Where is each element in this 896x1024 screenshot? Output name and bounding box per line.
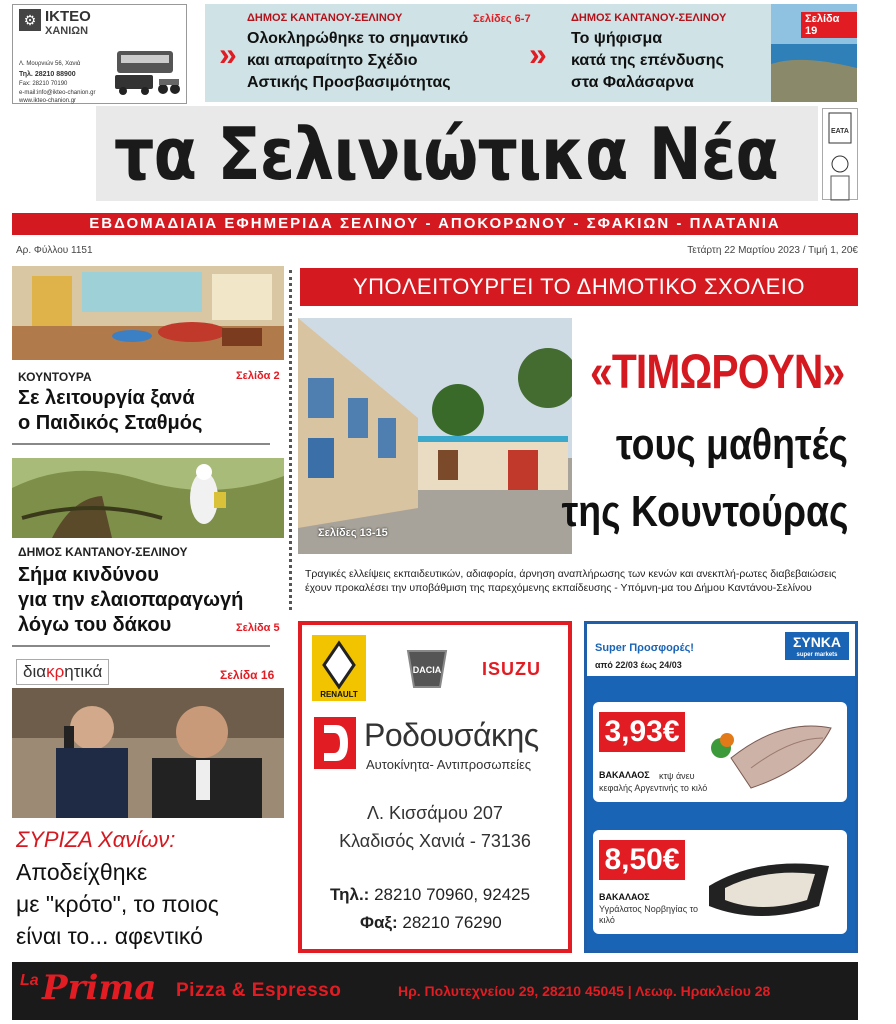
- barcode-icon: [823, 154, 857, 204]
- vehicles-icon: [113, 45, 181, 97]
- la-prima-info: Ηρ. Πολυτεχνείου 29, 28210 45045 | Λεωφ. Ηρακλείου 28: [398, 983, 771, 999]
- ikteo-name: ΙΚΤΕΟ: [45, 8, 91, 25]
- cod-fillet-image: [711, 708, 841, 798]
- synka-dates: από 22/03 έως 24/03: [595, 660, 682, 670]
- synka-ad[interactable]: [584, 621, 858, 953]
- issue-date: Τετάρτη 22 Μαρτίου 2023 / Τιμή 1, 20€: [687, 245, 858, 256]
- la-prima-tagline: Pizza & Espresso: [176, 980, 342, 1001]
- offer-card[interactable]: [593, 702, 847, 802]
- rodousakis-ad[interactable]: [298, 621, 572, 953]
- rodousakis-fax: Φαξ: 28210 76290: [360, 913, 502, 932]
- column-head: ΣΥΡΙΖΑ Χανίων:: [16, 827, 176, 852]
- issue-number: Αρ. Φύλλου 1151: [16, 245, 93, 256]
- tagline: ΕΒΔΟΜΑΔΙΑΙΑ ΕΦΗΜΕΡΙΔΑ ΣΕΛΙΝΟΥ - ΑΠΟΚΟΡΩΝΟΥ - ΣΦΑΚΙΩΝ - ΠΛΑΤΑΝΙΑ: [12, 213, 858, 235]
- eata-text: ΕΑΤΑ: [831, 128, 849, 135]
- left2-category: ΔΗΜΟΣ ΚΑΝΤΑΝΟΥ-ΣΕΛΙΝΟΥ: [18, 545, 188, 559]
- offer-name: ΒΑΚΑΛΑΟΣ: [599, 892, 650, 902]
- rodousakis-sub: Αυτοκίνητα- Αντιπροσωπείες: [366, 757, 532, 772]
- ikteo-email: e-mail:info@ikteo-chanion.gr: [19, 90, 96, 96]
- newspaper-title: τα Σελινιώτικα Νέα: [114, 112, 778, 196]
- ikteo-tel: Τηλ. 28210 88900: [19, 71, 76, 78]
- eata-logo-icon: [823, 109, 857, 149]
- teaser-bar: [205, 4, 857, 102]
- main-banner: ΥΠΟΛΕΙΤΟΥΡΓΕΙ ΤΟ ΔΗΜΟΤΙΚΟ ΣΧΟΛΕΙΟ: [300, 268, 858, 306]
- teaser1-page: Σελίδες 6-7: [473, 13, 531, 25]
- main-quote[interactable]: «ΤΙΜΩΡΟΥΝ»: [590, 346, 845, 399]
- offer-card[interactable]: [593, 830, 847, 934]
- teaser1-category: ΔΗΜΟΣ ΚΑΝΤΑΝΟΥ-ΣΕΛΙΝΟΥ: [247, 12, 403, 24]
- left2-headline[interactable]: Σήμα κινδύνου για την ελαιοπαραγωγή λόγω του δάκου: [18, 564, 244, 636]
- dacia-text: DACIA: [412, 665, 442, 675]
- rodousakis-logo-icon: [314, 717, 356, 769]
- kindergarten-photo[interactable]: [12, 266, 284, 360]
- offer-price: 8,50€: [599, 840, 685, 880]
- left1-category: ΚΟΥΝΤΟΥΡΑ: [18, 370, 92, 384]
- ikteo-ad: [12, 4, 187, 104]
- ikteo-sub: ΧΑΝΙΩΝ: [45, 25, 89, 37]
- left1-page: Σελίδα 2: [236, 370, 280, 382]
- left2-page: Σελίδα 5: [236, 622, 280, 634]
- politicians-photo[interactable]: [12, 688, 284, 818]
- dotted-divider: [289, 270, 292, 610]
- diakritika-logo-part1: δια: [23, 662, 47, 681]
- offer-name: ΒΑΚΑΛΑΟΣ: [599, 770, 650, 780]
- teaser2-category: ΔΗΜΟΣ ΚΑΝΤΑΝΟΥ-ΣΕΛΙΝΟΥ: [571, 12, 727, 24]
- teaser2-headline[interactable]: Το ψήφισμα κατά της επένδυσης στα Φαλάσαρνα: [571, 30, 724, 91]
- column-page: Σελίδα 16: [220, 668, 275, 682]
- main-lead: Τραγικές ελλείψεις εκπαιδευτικών, αδιαφορία, άρνηση αναπλήρωσης των κενών και ανεκπλή-ρωτες διαβεβαιώσεις έχουν προκαλέσει την υποβάθμιση της παρεχόμενης εκπαίδευσης - Υπόμνη-μα του Δήμου Καντάνου-Σελίνου: [305, 568, 837, 594]
- masthead: [96, 106, 818, 201]
- offer-desc: κτψ άνευ κεφαλής Αργεντινής το κιλό: [599, 771, 708, 793]
- chevron-right-icon: »: [219, 36, 237, 72]
- school-photo[interactable]: [298, 318, 572, 554]
- offer-desc: Υγράλατος Νορβηγίας το κιλό: [599, 904, 699, 925]
- olive-spraying-photo[interactable]: [12, 458, 284, 538]
- divider: [12, 645, 270, 647]
- teaser2-page: Σελίδα 19: [801, 12, 857, 38]
- diakritika-logo-part3: ητικά: [64, 662, 103, 681]
- column-headline[interactable]: Αποδείχθηκε με "κρότο", το ποιος είναι το... αφεντικό: [16, 859, 219, 949]
- ikteo-logo-icon: ⚙: [19, 9, 41, 31]
- chevron-right-icon: »: [529, 36, 547, 72]
- divider: [12, 443, 270, 445]
- rodousakis-tel: Τηλ.: 28210 70960, 92425: [330, 885, 531, 904]
- synka-logo: ΣΥΝΚΑ super markets: [785, 632, 849, 660]
- teaser1-headline[interactable]: Ολοκληρώθηκε το σημαντικό και απαραίτητο Σχέδιο Αστικής Προσβασιμότητας: [247, 30, 469, 91]
- synka-title: Super Προσφορές!: [595, 642, 694, 654]
- isuzu-logo: ISUZU: [482, 659, 541, 679]
- main-line2[interactable]: τους μαθητές: [615, 420, 848, 469]
- photo-pages: Σελίδες 13-15: [318, 527, 388, 539]
- la-prima-logo-b: Prima: [42, 968, 157, 1008]
- la-prima-logo-a: La: [20, 972, 39, 989]
- ikteo-address: Λ. Μουρνιών 56, Χανιά: [19, 61, 81, 67]
- offer-price: 3,93€: [599, 712, 685, 752]
- left1-headline[interactable]: Σε λειτουργία ξανά ο Παιδικός Σταθμός: [18, 387, 203, 434]
- eata-badge: [822, 108, 858, 200]
- ikteo-fax: Fax: 28210 70190: [19, 81, 68, 87]
- ikteo-web: www.ikteo-chanion.gr: [19, 98, 77, 104]
- salted-cod-image: [699, 846, 839, 926]
- diakritika-logo-part2: κρ: [46, 662, 65, 681]
- diakritika-logo: [16, 659, 109, 685]
- rodousakis-name: Ροδουσάκης: [364, 717, 539, 753]
- renault-text: RENAULT: [320, 690, 358, 699]
- la-prima-ad[interactable]: [12, 962, 858, 1020]
- rodousakis-address2: Κλαδισός Χανιά - 73136: [339, 831, 531, 851]
- rodousakis-address1: Λ. Κισσάμου 207: [367, 803, 503, 823]
- renault-logo-icon: [312, 635, 366, 701]
- main-line3[interactable]: της Κουντούρας: [561, 487, 848, 536]
- dacia-logo-icon: [402, 643, 452, 693]
